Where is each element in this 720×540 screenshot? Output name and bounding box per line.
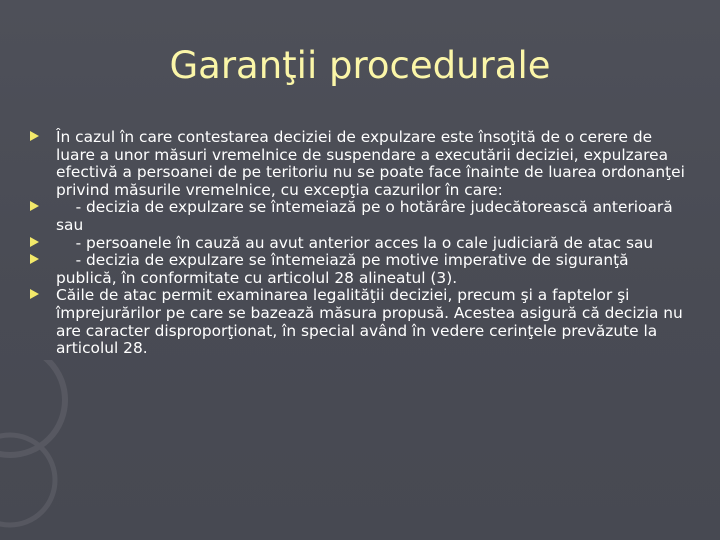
bullet-item <box>30 287 690 357</box>
bullet-text: - persoanele în cauză au avut anterior acces la o cale judiciară de atac sau <box>56 233 654 252</box>
bullet-item <box>30 252 690 287</box>
slide-title: Garanţii procedurale <box>169 44 551 87</box>
background-watermark-icon <box>0 360 90 540</box>
bullet-item <box>30 199 690 234</box>
right-triangle-icon <box>30 237 39 247</box>
bullet-item <box>30 235 690 253</box>
right-triangle-icon <box>30 131 39 141</box>
bullet-text: Căile de atac permit examinarea legalităţii deciziei, precum şi a faptelor şi împrejurărilor pe care se bazează măsura propusă. Acestea asigură că decizia nu are caracter disproporţionat, în special având în vedere cerinţele prevăzute la articolul 28. <box>56 286 683 358</box>
right-triangle-icon <box>30 254 39 264</box>
bullet-text: - decizia de expulzare se întemeiază pe o hotărâre judecătorească anterioară sau <box>56 198 678 234</box>
right-triangle-icon <box>30 289 39 299</box>
bullet-list <box>30 129 690 358</box>
right-triangle-icon <box>30 201 39 211</box>
bullet-text: - decizia de expulzare se întemeiază pe motive imperative de siguranţă publică, în conformitate cu articolul 28 alineatul (3). <box>56 251 634 287</box>
bullet-item <box>30 129 690 199</box>
bullet-text: În cazul în care contestarea deciziei de expulzare este însoţită de o cerere de luare a unor măsuri vremelnice de suspendare a executării deciziei, expulzarea efectivă a persoanei de pe teritoriu nu se poate face înainte de luarea ordonanţei privind măsurile vremelnice, cu excepţia cazurilor în care: <box>56 128 685 199</box>
